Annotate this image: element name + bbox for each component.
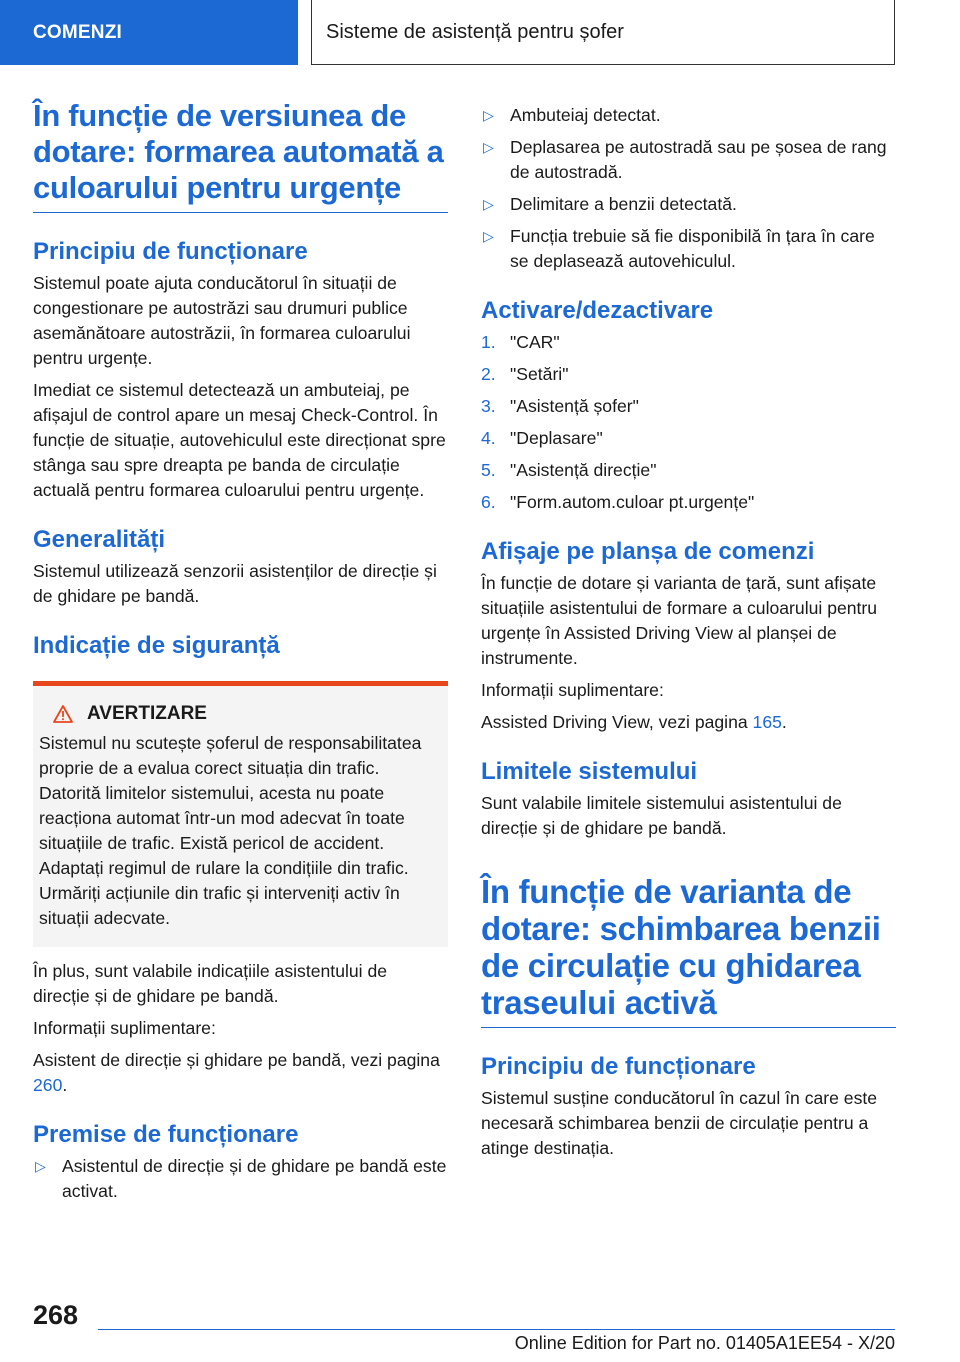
step-text: "CAR" (510, 332, 560, 352)
step-number: 5. (481, 460, 496, 480)
list-item-text: Delimitare a benzii detectată. (510, 194, 737, 214)
info-reference-end: . (781, 712, 787, 732)
edition-note: Online Edition for Part no. 01405A1EE54 - X/20 (514, 1333, 895, 1353)
triangle-bullet-icon: ▷ (483, 196, 494, 212)
list-item (481, 103, 896, 128)
info-reference (33, 1048, 448, 1098)
page-link-165[interactable]: 165 (752, 712, 782, 732)
step-item (481, 490, 896, 515)
page-number: 268 (33, 1300, 79, 1330)
list-item-text: Asistentul de direcție și de ghidare pe bandă este activat. (62, 1156, 447, 1201)
list-item (481, 135, 896, 185)
step-item (481, 458, 896, 483)
section-title: În funcție de versiunea de dotare: formarea automată a culoarului pentru urgențe (33, 98, 448, 213)
step-number: 1. (481, 332, 496, 352)
triangle-bullet-icon: ▷ (483, 107, 494, 123)
info-label: Informații suplimentare: (481, 680, 664, 700)
general-paragraph: Sistemul utilizează senzorii asistenților de direcție și de ghidare pe bandă. (33, 561, 437, 606)
premises-list-right (481, 103, 896, 274)
list-item-text: Funcția trebuie să fie disponibilă în țara în care se deplasează autovehiculul. (510, 226, 875, 271)
info-label: Informații suplimentare: (33, 1018, 216, 1038)
list-item-text: Deplasarea pe autostradă sau pe șosea de rang de autostradă. (510, 137, 887, 182)
general-heading: Generalități (33, 526, 166, 553)
activation-heading: Activare/dezactivare (481, 297, 714, 324)
list-item (33, 1154, 448, 1204)
right-column (481, 103, 896, 1168)
triangle-bullet-icon: ▷ (35, 1158, 46, 1174)
section-label: Sisteme de asistență pentru șofer (326, 20, 624, 43)
list-item-text: Ambuteiaj detectat. (510, 105, 661, 125)
step-text: "Form.autom.culoar pt.urgențe" (510, 492, 755, 512)
display-heading: Afișaje pe planșa de comenzi (481, 538, 815, 565)
limits-heading: Limitele sistemului (481, 758, 698, 785)
list-item (481, 224, 896, 274)
section-header (312, 0, 895, 65)
step-item (481, 426, 896, 451)
chapter-label: COMENZI (33, 21, 123, 43)
section-title-2: În funcție de varianta de dotare: schimbarea benzii de circulație cu ghidarea traseului activă (481, 873, 896, 1028)
step-item (481, 394, 896, 419)
premises-heading: Premise de funcționare (33, 1121, 299, 1148)
step-text: "Deplasare" (510, 428, 603, 448)
step-number: 3. (481, 396, 496, 416)
principle-heading: Principiu de funcționare (33, 238, 308, 265)
display-paragraph: În funcție de dotare și varianta de țară, sunt afișate situațiile asistentului de formare a culoarului pentru urgențe în Assisted Driving View al planșei de instrumente. (481, 573, 878, 668)
step-number: 2. (481, 364, 496, 384)
list-item (481, 192, 896, 217)
after-warning-paragraph: În plus, sunt valabile indicațiile asistentului de direcție și de ghidare pe bandă. (33, 961, 388, 1006)
triangle-bullet-icon: ▷ (483, 228, 494, 244)
limits-paragraph: Sunt valabile limitele sistemului asistentului de direcție și de ghidare pe bandă. (481, 793, 842, 838)
warning-box (33, 681, 448, 947)
activation-steps (481, 330, 896, 515)
info-reference-text: Asistent de direcție și ghidare pe bandă, vezi pagina (33, 1050, 440, 1070)
step-number: 6. (481, 492, 496, 512)
warning-title-row (43, 703, 440, 725)
premises-list-left (33, 1154, 448, 1204)
step-text: "Asistență șofer" (510, 396, 639, 416)
step-item (481, 362, 896, 387)
left-column (33, 98, 448, 1211)
step-text: "Setări" (510, 364, 569, 384)
step-number: 4. (481, 428, 496, 448)
warning-triangle-icon (53, 705, 73, 723)
step-text: "Asistență direcție" (510, 460, 657, 480)
info-reference-end: . (62, 1075, 68, 1095)
warning-title: AVERTIZARE (87, 703, 207, 724)
warning-text: Sistemul nu scutește șoferul de responsabilitatea proprie de a evalua corect situația din trafic. Datorită limitelor sistemului, acesta nu poate reacționa automat într-un mod adecvat în toate situațiile de trafic. Există pericol de accident. Adaptați regimul de rulare la condițiile din trafic. Urmăriți acțiunile din trafic și interveniți activ în situații adecvate. (39, 733, 422, 928)
triangle-bullet-icon: ▷ (483, 139, 494, 155)
principle-paragraph-2: Imediat ce sistemul detectează un ambuteiaj, pe afișajul de control apare un mesaj Check-Control. În funcție de situație, autovehiculul este direcționat spre stânga sau spre dreapta pe banda de circulație actuală pentru formarea culoarului pentru urgențe. (33, 380, 446, 500)
principle-paragraph-1: Sistemul poate ajuta conducătorul în situații de congestionare pe autostrăzi sau drumuri publice asemănătoare autostrăzii, în formarea culoarului pentru urgențe. (33, 273, 411, 368)
page-link-260[interactable]: 260 (33, 1075, 63, 1095)
footer-divider (98, 1329, 895, 1330)
principle-heading-2: Principiu de funcționare (481, 1053, 756, 1080)
step-item (481, 330, 896, 355)
principle-paragraph-3: Sistemul susține conducătorul în cazul în care este necesară schimbarea benzii de circulație pentru a atinge destinația. (481, 1088, 878, 1158)
info-reference-text: Assisted Driving View, vezi pagina (481, 712, 753, 732)
info-reference (481, 710, 896, 735)
safety-heading: Indicație de siguranță (33, 632, 280, 659)
chapter-tab[interactable] (0, 0, 298, 65)
